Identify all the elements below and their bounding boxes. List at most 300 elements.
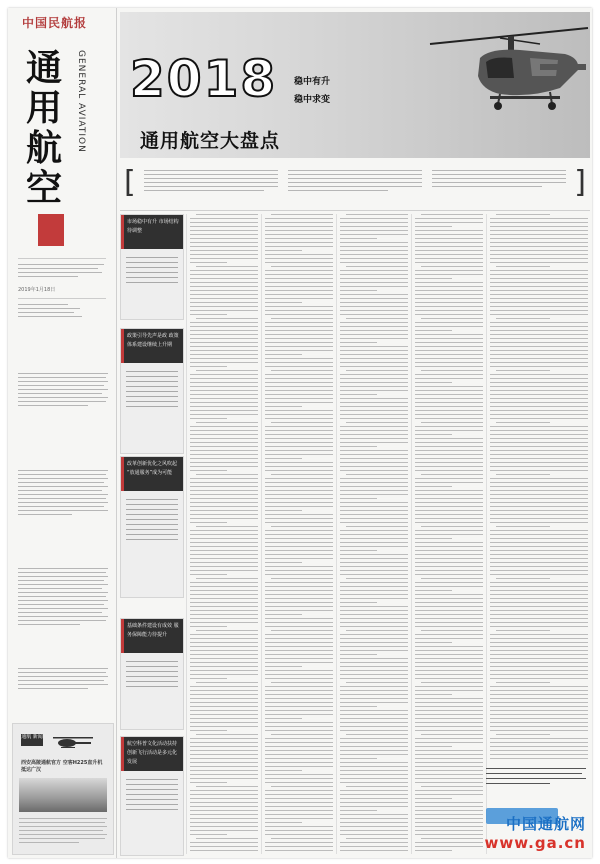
text-line [190, 346, 258, 347]
text-line [190, 242, 258, 243]
text-line [340, 218, 408, 219]
text-line [415, 510, 483, 511]
text-line [340, 274, 408, 275]
text-line [265, 826, 333, 827]
text-line [415, 514, 483, 515]
text-line [415, 714, 483, 715]
text-line [196, 422, 258, 423]
text-line [490, 750, 588, 751]
text-line [340, 398, 408, 399]
text-line [265, 626, 333, 627]
text-line [490, 614, 588, 615]
text-line [340, 506, 408, 507]
text-line [415, 594, 483, 595]
text-line [340, 530, 408, 531]
section-title-char: 通 [26, 47, 63, 89]
text-line [190, 274, 258, 275]
text-line [340, 450, 408, 451]
text-line [415, 330, 452, 331]
text-line [415, 534, 483, 535]
text-line [340, 566, 408, 567]
text-line [265, 254, 333, 255]
text-line [190, 358, 258, 359]
text-line [196, 786, 258, 787]
text-line [190, 298, 258, 299]
article-column [340, 214, 408, 854]
text-line [340, 754, 408, 755]
text-line [190, 250, 258, 251]
divider [18, 258, 106, 259]
text-line [190, 562, 258, 563]
text-line [265, 774, 333, 775]
text-line [265, 306, 333, 307]
text-line [490, 402, 588, 403]
text-line [415, 322, 483, 323]
text-line [415, 778, 483, 779]
text-line [340, 770, 408, 771]
text-line [265, 402, 333, 403]
text-line [346, 266, 408, 267]
text-line [340, 662, 408, 663]
text-line [190, 530, 258, 531]
text-line [265, 350, 333, 351]
text-line [415, 390, 483, 391]
text-line [490, 658, 588, 659]
text-line [265, 530, 333, 531]
text-line [340, 410, 408, 411]
text-line [415, 750, 483, 751]
text-line [496, 370, 550, 371]
text-line [340, 666, 408, 667]
text-line [490, 346, 588, 347]
text-line [490, 670, 588, 671]
text-line [190, 230, 258, 231]
text-line [415, 438, 483, 439]
text-line [265, 794, 333, 795]
text-line [421, 214, 483, 215]
text-line [490, 606, 588, 607]
text-line [271, 578, 333, 579]
text-line [340, 390, 408, 391]
text-line [265, 230, 333, 231]
text-line [415, 722, 483, 723]
text-line [490, 314, 588, 315]
text-line [265, 706, 333, 707]
text-line [190, 254, 258, 255]
text-line [415, 538, 452, 539]
intro-column [432, 170, 566, 202]
text-line [415, 270, 483, 271]
text-line [265, 334, 333, 335]
text-line [190, 798, 258, 799]
text-line [190, 730, 227, 731]
text-line [190, 698, 258, 699]
text-line [190, 790, 258, 791]
text-line [265, 498, 333, 499]
text-line [340, 334, 408, 335]
text-line [490, 666, 588, 667]
text-line [490, 662, 588, 663]
text-line [490, 362, 588, 363]
text-line [490, 398, 588, 399]
text-line [340, 778, 408, 779]
text-line [190, 258, 258, 259]
text-line [490, 302, 588, 303]
section-box [120, 736, 184, 856]
section-box-title: 市场稳中有升 市场结构待调整 [121, 215, 183, 249]
text-line [190, 570, 258, 571]
text-line [415, 798, 452, 799]
text-line [265, 466, 333, 467]
headline-banner [120, 12, 590, 158]
text-line [490, 426, 588, 427]
text-line [490, 598, 588, 599]
text-line [190, 626, 227, 627]
text-line [340, 358, 408, 359]
text-line [340, 326, 408, 327]
text-line [340, 290, 377, 291]
text-line [415, 730, 483, 731]
text-line [190, 322, 258, 323]
issue-date: 2019年1月18日 [18, 287, 56, 293]
text-line [490, 494, 588, 495]
text-line [190, 218, 258, 219]
text-line [265, 566, 333, 567]
text-line [490, 702, 588, 703]
text-line [490, 294, 588, 295]
text-line [490, 406, 588, 407]
text-line [490, 238, 588, 239]
text-line [415, 758, 483, 759]
text-line [265, 550, 333, 551]
text-line [415, 450, 483, 451]
text-line [190, 778, 258, 779]
text-line [265, 434, 333, 435]
text-line [340, 606, 408, 607]
bracket-left-icon: [ [124, 165, 136, 200]
text-line [490, 758, 588, 759]
text-line [190, 486, 258, 487]
text-line [265, 798, 333, 799]
text-line [265, 242, 333, 243]
text-line [190, 378, 258, 379]
text-line [265, 686, 333, 687]
section-subtitle: GENERAL AVIATION [76, 50, 86, 153]
text-line [421, 422, 483, 423]
text-line [490, 706, 588, 707]
text-line [340, 590, 408, 591]
text-line [190, 642, 258, 643]
text-line [190, 622, 258, 623]
text-line [340, 774, 408, 775]
text-line [490, 618, 588, 619]
text-line [190, 510, 258, 511]
text-line [490, 490, 588, 491]
text-line [265, 818, 333, 819]
text-line [415, 842, 483, 843]
text-line [265, 406, 302, 407]
text-line [340, 294, 408, 295]
text-line [340, 558, 408, 559]
text-line [340, 494, 408, 495]
text-line [340, 714, 408, 715]
text-line [340, 258, 408, 259]
text-line [265, 378, 333, 379]
text-line [490, 634, 588, 635]
text-line [490, 638, 588, 639]
text-line [190, 418, 227, 419]
text-line [415, 326, 483, 327]
text-line [490, 218, 588, 219]
text-line [265, 546, 333, 547]
text-line [265, 490, 333, 491]
text-line [490, 434, 588, 435]
text-line [265, 782, 333, 783]
text-line [415, 726, 483, 727]
text-line [265, 762, 333, 763]
text-line [190, 758, 258, 759]
text-line [196, 838, 258, 839]
text-line [190, 614, 258, 615]
banner-headline: 通用航空大盘点 [140, 130, 281, 152]
text-line [265, 486, 333, 487]
text-line [265, 710, 333, 711]
text-line [415, 690, 483, 691]
text-line [490, 394, 588, 395]
text-line [490, 582, 588, 583]
text-line [265, 830, 333, 831]
text-line [340, 622, 408, 623]
text-line [190, 850, 258, 851]
text-line [490, 310, 588, 311]
text-line [271, 474, 333, 475]
text-line [265, 614, 302, 615]
text-line [415, 570, 483, 571]
text-line [496, 734, 550, 735]
text-line [190, 794, 258, 795]
text-line [265, 758, 333, 759]
text-line [340, 738, 408, 739]
text-line [340, 250, 408, 251]
text-line [190, 690, 258, 691]
text-line [490, 254, 588, 255]
text-line [190, 610, 258, 611]
text-line [190, 314, 227, 315]
text-line [265, 330, 333, 331]
text-line [415, 262, 483, 263]
text-line [340, 298, 408, 299]
text-line [415, 250, 483, 251]
text-line [265, 506, 333, 507]
text-line [415, 766, 483, 767]
editor-note [486, 768, 588, 788]
text-line [415, 302, 483, 303]
text-line [265, 718, 302, 719]
text-line [265, 494, 333, 495]
text-line [265, 470, 333, 471]
text-line [196, 266, 258, 267]
text-line [340, 362, 408, 363]
text-line [340, 246, 408, 247]
text-line [190, 846, 258, 847]
text-line [190, 342, 258, 343]
text-line [265, 618, 333, 619]
text-line [340, 302, 408, 303]
section-box-title: 航空科普文化活动扶持 创新飞行活动是多元化发展 [121, 737, 183, 771]
text-line [490, 286, 588, 287]
text-line [490, 610, 588, 611]
text-line [415, 678, 483, 679]
text-line [415, 298, 483, 299]
text-line [415, 826, 483, 827]
text-line [415, 706, 483, 707]
text-line [265, 218, 333, 219]
text-line [265, 538, 333, 539]
text-line [415, 694, 452, 695]
text-line [190, 554, 258, 555]
section-box [120, 456, 184, 598]
text-line [190, 634, 258, 635]
text-line [340, 846, 408, 847]
text-line [490, 278, 588, 279]
text-line [190, 330, 258, 331]
text-line [340, 842, 408, 843]
text-line [415, 414, 483, 415]
text-line [490, 298, 588, 299]
text-line [190, 822, 258, 823]
text-line [271, 214, 333, 215]
text-line [340, 694, 408, 695]
text-line [415, 674, 483, 675]
text-line [265, 742, 333, 743]
text-line [265, 342, 333, 343]
text-line [190, 502, 258, 503]
text-line [265, 674, 333, 675]
text-line [490, 502, 588, 503]
text-line [415, 282, 483, 283]
text-line [271, 786, 333, 787]
newspaper-logo: 中国民航报 [22, 16, 88, 30]
text-line [340, 342, 377, 343]
text-line [415, 834, 483, 835]
text-line [340, 522, 408, 523]
banner-tagline: 稳中求变 [294, 95, 331, 105]
text-line [415, 354, 483, 355]
text-line [340, 802, 408, 803]
text-line [340, 490, 408, 491]
text-line [190, 826, 258, 827]
text-line [190, 806, 258, 807]
text-line [490, 718, 588, 719]
text-line [340, 306, 408, 307]
text-line [340, 350, 408, 351]
text-line [265, 726, 333, 727]
text-line [490, 506, 588, 507]
text-line [415, 830, 483, 831]
text-line [340, 514, 408, 515]
text-line [490, 602, 588, 603]
text-line [340, 238, 377, 239]
text-line [415, 410, 483, 411]
text-line [265, 238, 333, 239]
text-line [490, 714, 588, 715]
text-line [490, 674, 588, 675]
text-line [415, 606, 483, 607]
text-line [196, 370, 258, 371]
text-line [490, 418, 588, 419]
text-line [490, 534, 588, 535]
text-line [415, 718, 483, 719]
text-line [415, 286, 483, 287]
text-line [190, 222, 258, 223]
text-line [415, 398, 483, 399]
text-line [415, 506, 483, 507]
text-line [415, 258, 483, 259]
text-line [490, 258, 588, 259]
text-line [490, 558, 588, 559]
text-line [340, 470, 408, 471]
text-line [340, 406, 408, 407]
section-box [120, 214, 184, 320]
text-line [190, 594, 258, 595]
text-line [415, 230, 483, 231]
text-line [265, 274, 333, 275]
text-line [265, 698, 333, 699]
text-line [265, 246, 333, 247]
text-line [271, 526, 333, 527]
text-line [346, 318, 408, 319]
watermark-url: www.ga.cn [484, 834, 586, 852]
contact-info [18, 304, 108, 320]
text-line [265, 638, 333, 639]
text-line [415, 670, 483, 671]
text-line [340, 418, 408, 419]
text-line [415, 642, 452, 643]
text-line [265, 610, 333, 611]
text-line [415, 294, 483, 295]
text-line [415, 234, 483, 235]
text-line [271, 266, 333, 267]
text-line [496, 266, 550, 267]
text-line [190, 586, 258, 587]
text-line [190, 246, 258, 247]
text-line [340, 790, 408, 791]
text-line [490, 430, 588, 431]
rail-article-text [18, 373, 108, 409]
text-line [490, 470, 588, 471]
text-line [265, 662, 333, 663]
text-line [265, 270, 333, 271]
text-line [265, 522, 333, 523]
text-line [340, 690, 408, 691]
text-line [490, 542, 588, 543]
text-line [340, 442, 408, 443]
text-line [340, 482, 408, 483]
text-line [490, 642, 588, 643]
text-line [265, 514, 333, 515]
text-line [190, 382, 258, 383]
text-line [415, 618, 483, 619]
text-line [340, 286, 408, 287]
text-line [190, 550, 258, 551]
text-line [415, 226, 452, 227]
text-line [265, 226, 333, 227]
text-line [190, 830, 258, 831]
text-line [340, 610, 408, 611]
text-line [190, 490, 258, 491]
text-line [190, 286, 258, 287]
text-line [415, 482, 483, 483]
